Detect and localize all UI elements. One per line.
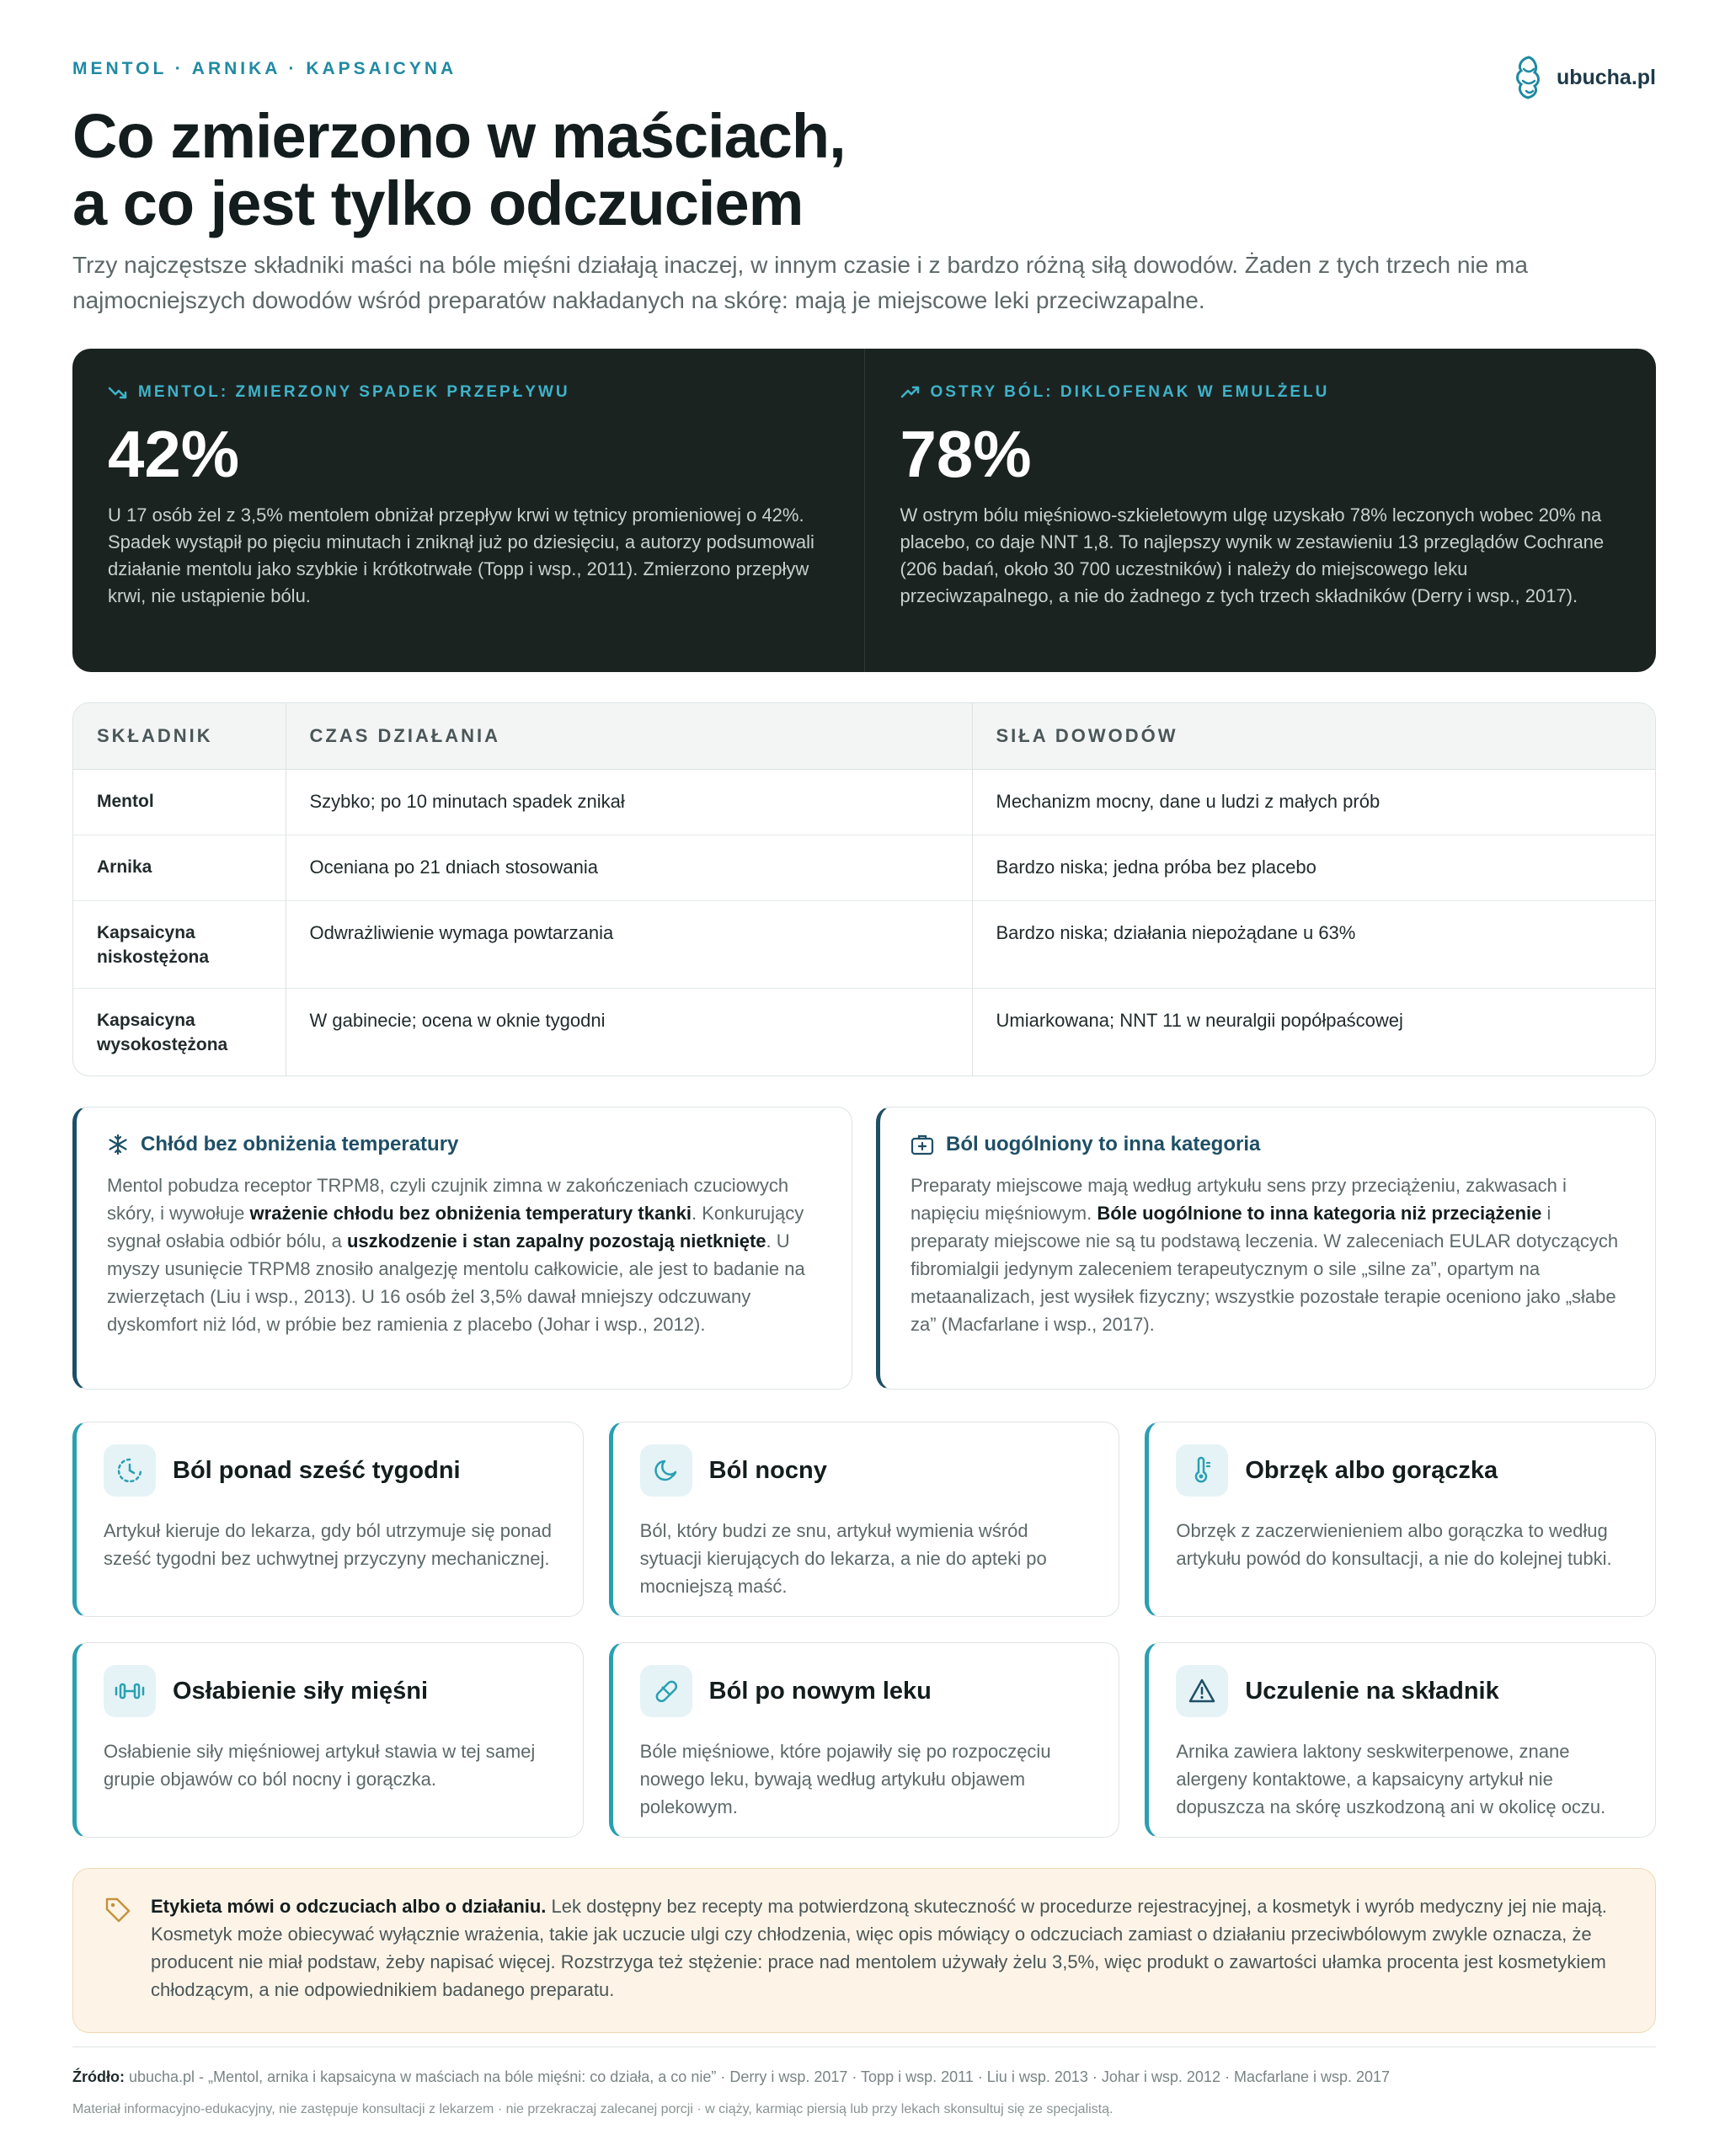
table-header-row [73,703,1655,769]
column-header-ingredient: SKŁADNIK [73,703,286,769]
source-line [72,2068,1656,2086]
stat-menthol [72,349,864,672]
moon-icon [640,1444,692,1497]
cell-evidence: Bardzo niska; działania niepożądane u 63% [972,900,1655,988]
kicker: MENTOL · ARNIKA · KAPSAICYNA [72,59,457,78]
card-night-pain [609,1422,1120,1617]
trend-down-icon [108,382,128,403]
trend-up-icon [900,382,921,403]
dumbbell-icon [104,1665,156,1717]
logo-icon [1509,52,1548,103]
cell-duration: Oceniana po 21 dniach stosowania [286,835,972,900]
warning-icon [1176,1665,1228,1717]
cell-duration: Odwrażliwienie wymaga powtarzania [286,900,972,988]
subtitle: Trzy najczęstsze składniki maści na bóle mięśni działają inaczej, w innym czasie i z bardzo różną siłą dowodów. Żaden z tych trzech nie ma najmocniejszych dowodów wśród preparatów nakładanych na skórę: mają je miejscowe leki przeciwzapalne. [72,252,1528,313]
stat-text: W ostrym bólu mięśniowo-szkieletowym ulgę uzyskało 78% leczonych wobec 20% na placebo, co daje NNT 1,8. To najlepszy wynik w zestawieniu 13 przeglądów Cochrane (206 badań, około 30 700 uczestników) i należy do miejscowego leku przeciwzapalnego, a nie do żadnego z tych trzech składników (Derry i wsp., 2017). [900,504,1605,606]
stats-panel [72,349,1656,672]
note-text: Etykieta mówi o odczuciach albo o działaniu. Lek dostępny bez recepty ma potwierdzoną skuteczność w procedurze rejestracyjnej, a kosmetyk i wyrób medyczny jej nie mają. Kosmetyk może obiecywać wyłącznie wrażenia, takie jak uczucie ulgi czy chłodzenia, więc opis mówiący o odczuciach zamiast o działaniu przeciwbólowym zwykle oznacza, że producent nie miał podstaw, żeby napisać więcej. Rozstrzyga też stężenie: prace nad mentolem używały żelu 3,5%, więc produkt o zawartości ułamka procenta jest kosmetykiem chłodzącym, a nie odpowiednikiem badanego preparatu. [151,1896,1607,2000]
card-title: Osłabienie siły mięśni [173,1677,429,1705]
cell-ingredient: Kapsaicyna wysokostężona [73,988,286,1075]
callouts [72,1107,1656,1390]
card-allergy [1145,1642,1656,1838]
table-row [73,835,1655,900]
callout-emphasis: Bóle uogólnione to inna kategoria niż przeciążenie [1097,1203,1542,1224]
cell-evidence: Umiarkowana; NNT 11 w neuralgii popółpaścowej [972,988,1655,1075]
table-row [73,769,1655,835]
table-row [73,900,1655,988]
card-title: Uczulenie na składnik [1245,1677,1499,1705]
stat-label-text: OSTRY BÓL: DIKLOFENAK W EMULŻELU [930,383,1330,401]
callout-emphasis: uszkodzenie i stan zapalny pozostają nietknięte [346,1230,766,1251]
card-text: Osłabienie siły mięśniowej artykuł stawia w tej samej grupie objawów co ból nocny i gorączka. [104,1741,536,1790]
disclaimer: Materiał informacyjno-edukacyjny, nie zastępuje konsultacji z lekarzem · nie przekraczaj zalecanej porcji · w ciąży, karmiąc piersią lub przy lekach skonsultuj się ze specjalistą. [72,2102,1114,2116]
pill-icon [640,1665,692,1717]
comparison-table [72,702,1656,1076]
card-muscle-weakness [72,1642,584,1838]
card-text: Arnika zawiera laktony seskwiterpenowe, znane alergeny kontaktowe, a kapsaicyny artykuł nie dopuszcza na skórę uszkodzoną ani w okolicę oczu. [1176,1741,1606,1817]
snowflake-icon [107,1134,129,1155]
cell-ingredient: Arnika [73,835,286,900]
column-header-evidence: SIŁA DOWODÓW [972,703,1655,769]
stat-label-text: MENTOL: ZMIERZONY SPADEK PRZEPŁYWU [138,383,570,401]
thermometer-icon [1176,1444,1228,1497]
callout-title-text: Chłód bez obniżenia temperatury [141,1133,459,1155]
tag-icon [104,1896,132,1924]
card-text: Bóle mięśniowe, które pojawiły się po rozpoczęciu nowego leku, bywają według artykułu objawem polekowym. [639,1741,1051,1817]
card-title: Ból nocny [708,1456,827,1484]
warning-cards [72,1422,1656,1838]
clock-icon [104,1444,156,1497]
callout-title [107,1133,823,1156]
stat-value: 42% [108,417,240,491]
card-text: Obrzęk z zaczerwienieniem albo gorączka to według artykułu powód do konsultacji, a nie do kolejnej tubki. [1176,1520,1612,1569]
label-note [72,1868,1656,2033]
source-text: ubucha.pl - „Mentol, arnika i kapsaicyna w maściach na bóle mięśni: co działa, a co nie” · Derry i wsp. 2017 · Topp i wsp. 2011 · Liu i wsp. 2013 · Johar i wsp. 2012 · Macfarlane i wsp. 2017 [124,2068,1391,2085]
medical-kit-icon [911,1134,934,1155]
callout-generalized-pain [876,1107,1656,1390]
callout-title-text: Ból uogólniony to inna kategoria [946,1133,1261,1155]
cell-duration: W gabinecie; ocena w oknie tygodni [286,988,972,1075]
page-title [72,103,1656,237]
card-text: Artykuł kieruje do lekarza, gdy ból utrzymuje się ponad sześć tygodni bez uchwytnej przyczyny mechanicznej. [104,1520,552,1569]
cell-evidence: Mechanizm mocny, dane u ludzi z małych prób [972,769,1655,835]
cell-ingredient: Mentol [73,769,286,835]
stat-label [900,382,1621,403]
card-text: Ból, który budzi ze snu, artykuł wymienia wśród sytuacji kierujących do lekarza, a nie do apteki po mocniejszą maść. [639,1520,1047,1597]
stat-label [108,382,829,403]
card-title: Ból ponad sześć tygodni [173,1456,461,1484]
card-long-pain [72,1422,584,1617]
header [72,59,1656,318]
card-new-drug [609,1642,1120,1838]
card-swelling-fever [1145,1422,1656,1617]
callout-emphasis: wrażenie chłodu bez obniżenia temperatury tkanki [249,1203,692,1224]
logo[interactable] [1509,52,1656,103]
column-header-duration: CZAS DZIAŁANIA [286,703,972,769]
stat-value: 78% [900,417,1032,491]
table-row [73,988,1655,1075]
stat-text: U 17 osób żel z 3,5% mentolem obniżał przepływ krwi w tętnicy promieniowej o 42%. Spadek wystąpił po pięciu minutach i zniknął już po dziesięciu, a autorzy podsumowali działanie mentolu jako szybkie i krótkotrwałe (Topp i wsp., 2011). Zmierzono przepływ krwi, nie ustąpienie bólu. [108,504,814,606]
logo-text: ubucha.pl [1556,65,1656,89]
callout-text: Mentol pobudza receptor TRPM8, czyli czujnik zimna w zakończeniach czuciowych skóry, i wywołuje wrażenie chłodu bez obniżenia temperatury tkanki. Konkurujący sygnał osłabia odbiór bólu, a uszkodzenie i stan zapalny pozostają nietknięte. U myszy usunięcie TRPM8 znosiło analgezję mentolu całkowicie, ale jest to badanie na zwierzętach (Liu i wsp., 2013). U 16 osób żel 3,5% dawał mniejszy odczuwany dyskomfort niż lód, w próbie bez ramienia z placebo (Johar i wsp., 2012). [107,1175,805,1335]
stat-diclofenac [864,349,1657,672]
title-line-2: a co jest tylko odczuciem [72,168,804,238]
source-label: Źródło: [72,2068,125,2085]
cell-duration: Szybko; po 10 minutach spadek znikał [286,769,972,835]
title-line-1: Co zmierzono w maściach, [72,101,846,171]
callout-title [911,1133,1626,1156]
callout-cold [72,1107,852,1390]
card-title: Ból po nowym leku [708,1677,932,1705]
cell-evidence: Bardzo niska; jedna próba bez placebo [972,835,1655,900]
note-emphasis: Etykieta mówi o odczuciach albo o działaniu. [151,1896,547,1917]
card-title: Obrzęk albo gorączka [1245,1456,1498,1484]
callout-text: Preparaty miejscowe mają według artykułu sens przy przeciążeniu, zakwasach i napięciu mięśniowym. Bóle uogólnione to inna kategoria niż przeciążenie i preparaty miejscowe nie są tu podstawą leczenia. W zaleceniach EULAR dotyczących fibromialgii jedynym zaleceniem terapeutycznym o sile „silne za”, opartym na metaanalizach, jest wysiłek fizyczny; wszystkie pozostałe terapie oceniono jako „słabe za” (Macfarlane i wsp., 2017). [911,1175,1619,1335]
cell-ingredient: Kapsaicyna niskostężona [73,900,286,988]
